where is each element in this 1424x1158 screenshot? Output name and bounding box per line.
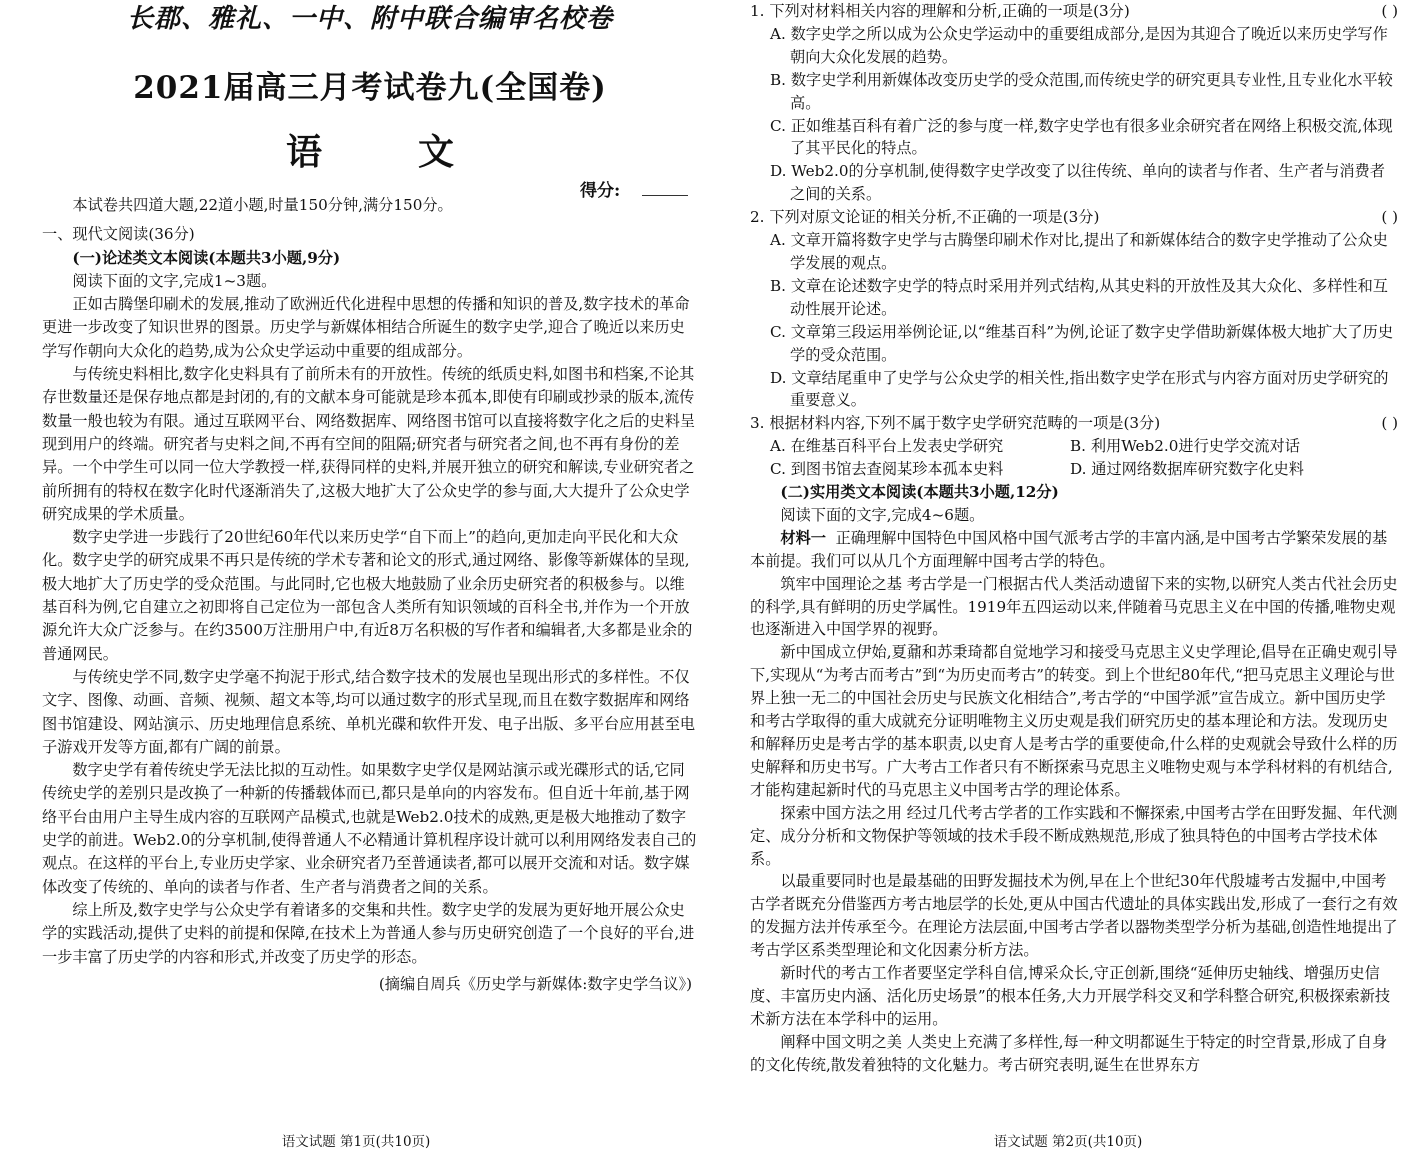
option-d: D. 文章结尾重申了史学与公众史学的相关性,指出数字史学在形式与内容方面对历史学研究的重要意义。	[770, 368, 1389, 410]
exam-series: 长郡、雅礼、一中、附中联合编审名校卷	[126, 4, 613, 34]
material-label: 材料一	[780, 528, 826, 547]
question-1-stem: 1. 下列对材料相关内容的理解和分析,正确的一项是(3分)	[750, 2, 1130, 20]
answer-paren: ( )	[1381, 414, 1398, 433]
option-d: D. 通过网络数据库研究数字化史料	[1070, 460, 1304, 479]
page-footer: 语文试题 第1页(共10页)	[281, 1134, 431, 1150]
score-field	[580, 176, 688, 201]
subsection-heading: (二)实用类文本阅读(本题共3小题,12分)	[780, 483, 1059, 502]
option-c: C. 文章第三段运用举例论证,以“维基百科”为例,论证了数字史学借助新媒体极大地扩大了历史学的受众范围。	[770, 322, 1394, 364]
question-3-stem: 3. 根据材料内容,下列不属于数字史学研究范畴的一项是(3分)	[750, 414, 1161, 433]
exam-intro: 本试卷共四道大题,22道小题,时量150分钟,满分150分。	[72, 196, 453, 214]
option-c: C. 正如维基百科有着广泛的参与度一样,数字史学也有很多业余研究者在网络上积极交流,体现了其平民化的特点。	[770, 116, 1393, 158]
passage-paragraph: 综上所及,数字史学与公众史学有着诸多的交集和共性。数字史学的发展为更好地开展公众史学的实践活动,提供了史料的前提和保障,在技术上为普通人参与历史研究创造了一个良好的平台,进一步丰富了历史学的内容和形式,并改变了历史学的形态。	[42, 900, 695, 966]
subject-title: 语文	[285, 131, 550, 173]
option-b: B. 文章在论述数字史学的特点时采用并列式结构,从其史料的开放性及其大众化、多样性和互动性展开论述。	[770, 276, 1388, 318]
reading-instruction: 阅读下面的文字,完成1~3题。	[72, 271, 277, 290]
material-text: 正确理解中国特色中国风格中国气派考古学的丰富内涵,是中国考古学繁荣发展的基本前提。我们可以从几个方面理解中国考古学的特色。	[750, 528, 1388, 570]
option-a: A. 文章开篇将数字史学与古腾堡印刷术作对比,提出了和新媒体结合的数字史学推动了公众史学发展的观点。	[770, 231, 1388, 272]
passage-paragraph: 数字史学进一步践行了20世纪60年代以来历史学“自下而上”的趋向,更加走向平民化和大众化。数字史学的研究成果不再只是传统的学术专著和论文的形式,通过网络、影像等新媒体的呈现,极大地扩大了历史学的受众范围。与此同时,它也极大地鼓励了业余历史研究者的积极参与。以维基百科为例,它自建立之初即将自己定位为一部包含人类所有知识领域的百科全书,并作为一个开放源允许大众广泛参与。在约3500万注册用户中,有近8万名积极的写作者和编辑者,大多都是业余的普通网民。	[42, 528, 693, 663]
material-paragraph: 新中国成立伊始,夏鼐和苏秉琦都自觉地学习和接受马克思主义史学理论,倡导在正确史观引导下,实现从“为考古而考古”到“为历史而考古”的转变。到上个世纪80年代,“把马克思主义理论与世界上独一无二的中国社会历史与民族文化相结合”,考古学的“中国学派”宣告成立。新中国历史学和考古学取得的重大成就充分证明唯物主义历史观是我们研究历史的基本理论和方法。发现历史和解释历史是考古学的基本职责,以史育人是考古学的重要使命,什么样的史观就会导致什么样的历史解释和历史书写。广大考古工作者只有不断探索马克思主义唯物史观与本学科材料的有机结合,才能构建起新时代的马克思主义中国考古学的理论体系。	[750, 643, 1398, 799]
answer-paren: ( )	[1381, 208, 1398, 227]
option-a: A. 在维基百科平台上发表史学研究	[770, 437, 1004, 456]
question-3	[750, 412, 1398, 435]
option-b: B. 数字史学利用新媒体改变历史学的受众范围,而传统史学的研究更具专业性,且专业化水平较高。	[770, 70, 1393, 112]
passage-paragraph: 与传统史学不同,数字史学毫不拘泥于形式,结合数字技术的发展也呈现出形式的多样性。不仅文字、图像、动画、音频、视频、超文本等,均可以通过数字的形式呈现,而且在数字数据库和网络图书馆建设、网站演示、历史地理信息系统、单机光碟和软件开发、电子出版、多平台应用甚至电子游戏开发等方面,都有广阔的前景。	[42, 667, 696, 756]
material-paragraph	[750, 527, 1398, 573]
section-heading: 一、现代文阅读(36分)	[42, 225, 195, 244]
score-blank	[642, 195, 688, 196]
option-a: A. 数字史学之所以成为公众史学运动中的重要组成部分,是因为其迎合了晚近以来历史学写作朝向大众化发展的趋势。	[770, 24, 1388, 66]
page-2	[712, 0, 1424, 1158]
material-paragraph: 阐释中国文明之美 人类史上充满了多样性,每一种文明都诞生于特定的时空背景,形成了自身的文化传统,散发着独特的文化魅力。考古研究表明,诞生在世界东方	[750, 1032, 1388, 1074]
options-row	[770, 435, 1398, 458]
question-1	[750, 0, 1398, 23]
material-paragraph: 以最重要同时也是最基础的田野发掘技术为例,早在上个世纪30年代殷墟考古发掘中,中国考古学者既充分借鉴西方考古地层学的长处,更从中国古代遗址的具体实践出发,形成了一套行之有效的发掘方法并传承至今。在理论方法层面,中国考古学者以器物类型学分析为基础,创造性地提出了考古学区系类型理论和文化因素分析方法。	[750, 872, 1398, 960]
exam-title: 2021届高三月考试卷九(全国卷)	[133, 70, 607, 106]
material-paragraph: 筑牢中国理论之基 考古学是一门根据古代人类活动遗留下来的实物,以研究人类古代社会历史的科学,具有鲜明的历史学属性。1919年五四运动以来,伴随着马克思主义在中国的传播,唯物史观也逐渐进入中国学界的视野。	[750, 574, 1398, 639]
passage-paragraph: 数字史学有着传统史学无法比拟的互动性。如果数字史学仅是网站演示或光碟形式的话,它同传统史学的差别只是改换了一种新的传播载体而已,都只是单向的内容发布。但自近十年前,基于网络平台由用户主导生成内容的互联网产品模式,也就是Web2.0技术的成熟,更是极大地推动了数字史学的前进。Web2.0的分享机制,使得普通人不必精通计算机程序设计就可以利用网络发表自己的观点。在这样的平台上,专业历史学家、业余研究者乃至普通读者,都可以展开交流和对话。数字媒体改变了传统的、单向的读者与作者、生产者与消费者之间的关系。	[42, 761, 697, 896]
material-paragraph: 探索中国方法之用 经过几代考古学者的工作实践和不懈探索,中国考古学在田野发掘、年代测定、成分分析和文物保护等领域的技术手段不断成熟规范,形成了独具特色的中国考古学技术体系。	[750, 803, 1398, 868]
answer-paren: ( )	[1381, 2, 1398, 20]
options-row	[770, 458, 1398, 481]
material-paragraph: 新时代的考古工作者要坚定学科自信,博采众长,守正创新,围绕“延伸历史轴线、增强历史信度、丰富历史内涵、活化历史场景”的根本任务,大力开展学科交叉和学科整合研究,积极探索新技术新方法在本学科中的运用。	[750, 964, 1391, 1028]
reading-instruction: 阅读下面的文字,完成4~6题。	[780, 505, 985, 524]
option-c: C. 到图书馆去查阅某珍本孤本史料	[770, 460, 1004, 479]
question-2-stem: 2. 下列对原文论证的相关分析,不正确的一项是(3分)	[750, 208, 1100, 227]
passage-paragraph: 正如古腾堡印刷术的发展,推动了欧洲近代化进程中思想的传播和知识的普及,数字技术的革命更进一步改变了知识世界的图景。历史学与新媒体相结合所诞生的数字史学,迎合了晚近以来历史学写作朝向大众化的趋势,成为公众史学运动中重要的组成部分。	[42, 295, 690, 360]
subsection-heading: (一)论述类文本阅读(本题共3小题,9分)	[72, 248, 341, 267]
option-d: D. Web2.0的分享机制,使得数字史学改变了以往传统、单向的读者与作者、生产者与消费者之间的关系。	[770, 162, 1385, 204]
question-2	[750, 206, 1398, 229]
option-b: B. 利用Web2.0进行史学交流对话	[1070, 437, 1300, 456]
page-footer: 语文试题 第2页(共10页)	[993, 1134, 1143, 1150]
source-attribution: (摘编自周兵《历史学与新媒体:数字史学刍议》)	[378, 974, 692, 993]
score-label: 得分:	[580, 181, 621, 201]
passage-paragraph: 与传统史料相比,数字化史料具有了前所未有的开放性。传统的纸质史料,如图书和档案,不论其存世数量还是保存地点都是封闭的,有的文献本身可能就是珍本孤本,即使有印刷或抄录的版本,流传数量一般也较为有限。通过互联网平台、网络数据库、网络图书馆可以直接将数字化之后的史料呈现到用户的终端。研究者与史料之间,不再有空间的阻隔;研究者与研究者之间,也不再有身份的差异。一个中学生可以同一位大学教授一样,获得同样的史料,并展开独立的研究和解读,专业研究者之前所拥有的特权在数字化时代逐渐消失了,这极大地扩大了公众史学的参与面,大大提升了公众史学研究成果的学术质量。	[42, 365, 696, 523]
